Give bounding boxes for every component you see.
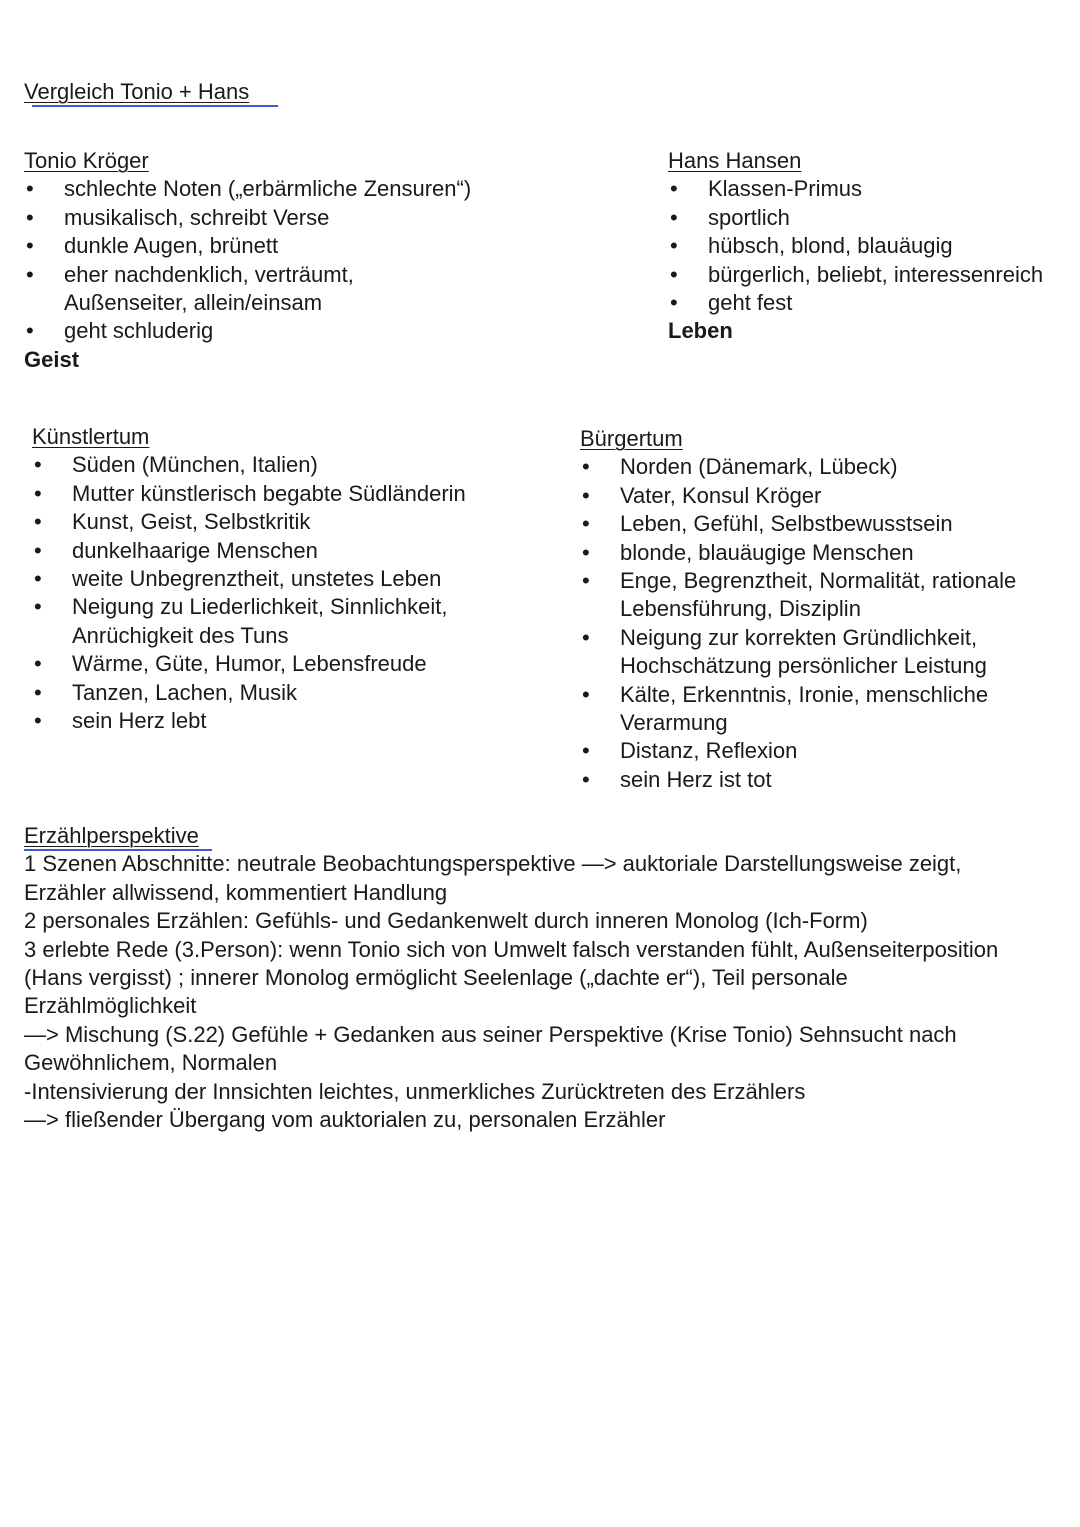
kuenstlertum-list bbox=[32, 451, 542, 735]
erzaehl-line: 1 Szenen Abschnitte: neutrale Beobachtungsperspektive —> auktoriale Darstellungsweise zeigt, Erzähler allwissend, kommentiert Handlung bbox=[24, 851, 962, 905]
hans-summary: Leben bbox=[668, 318, 733, 344]
hans-column bbox=[668, 147, 1080, 346]
tonio-heading: Tonio Kröger bbox=[24, 148, 149, 173]
buergertum-heading: Bürgertum bbox=[580, 426, 683, 451]
list-item: • sportlich bbox=[668, 204, 1080, 232]
heading-highlight bbox=[24, 849, 212, 851]
erzaehlperspektive-section bbox=[24, 822, 1044, 1134]
list-item: • Mutter künstlerisch begabte Südländerin bbox=[32, 480, 542, 508]
list-item: • Kunst, Geist, Selbstkritik bbox=[32, 508, 542, 536]
list-item: • Norden (Dänemark, Lübeck) bbox=[580, 453, 1060, 481]
kuenstlertum-heading: Künstlertum bbox=[32, 424, 150, 449]
list-item: • Klassen-Primus bbox=[668, 175, 1080, 203]
erzaehl-line: —> Mischung (S.22) Gefühle + Gedanken aus seiner Perspektive (Krise Tonio) Sehnsucht nach Gewöhnlichem, Normalen bbox=[24, 1021, 957, 1076]
buergertum-column bbox=[580, 425, 1060, 794]
list-item: • Vater, Konsul Kröger bbox=[580, 482, 1060, 510]
hans-list bbox=[668, 175, 1080, 317]
list-item: • Tanzen, Lachen, Musik bbox=[32, 679, 542, 707]
erzaehlperspektive-heading bbox=[24, 822, 199, 850]
erzaehl-line: -Intensivierung der Innsichten leichtes, unmerkliches Zurücktreten des Erzählers bbox=[24, 1078, 806, 1104]
list-item: • Enge, Begrenztheit, Normalität, rationale Lebensführung, Disziplin bbox=[580, 567, 1080, 624]
list-item: • Distanz, Reflexion bbox=[580, 737, 1060, 765]
erzaehl-line: 3 erlebte Rede (3.Person): wenn Tonio sich von Umwelt falsch verstanden fühlt, Außenseiterposition (Hans vergisst) ; innerer Monolog ermöglicht Seelenlage („dachte er“), Teil personale Erzählmöglichkeit bbox=[24, 936, 999, 1019]
list-item: • sein Herz ist tot bbox=[580, 766, 1060, 794]
list-item: • Leben, Gefühl, Selbstbewusstsein bbox=[580, 510, 1060, 538]
page-title-block bbox=[24, 78, 249, 106]
buergertum-list bbox=[580, 453, 1060, 794]
title-highlight bbox=[32, 105, 278, 107]
list-item: • weite Unbegrenztheit, unstetes Leben bbox=[32, 565, 542, 593]
list-item: • Wärme, Güte, Humor, Lebensfreude bbox=[32, 650, 542, 678]
list-item: • Süden (München, Italien) bbox=[32, 451, 542, 479]
erzaehlperspektive-heading-text: Erzählperspektive bbox=[24, 823, 199, 848]
list-item: • blonde, blauäugige Menschen bbox=[580, 539, 1060, 567]
hans-heading: Hans Hansen bbox=[668, 148, 802, 173]
page-title: Vergleich Tonio + Hans bbox=[24, 79, 250, 104]
list-item: • sein Herz lebt bbox=[32, 707, 542, 735]
erzaehl-line: —> fließender Übergang vom auktorialen zu, personalen Erzähler bbox=[24, 1107, 666, 1133]
list-item: • bürgerlich, beliebt, interessenreich bbox=[668, 261, 1080, 289]
kuenstlertum-column bbox=[32, 423, 542, 735]
list-item: • eher nachdenklich, verträumt, Außenseiter, allein/einsam bbox=[24, 261, 384, 318]
list-item: • hübsch, blond, blauäugig bbox=[668, 232, 1080, 260]
list-item: • Neigung zur korrekten Gründlichkeit, Hochschätzung persönlicher Leistung bbox=[580, 624, 1070, 681]
list-item: • dunkle Augen, brünett bbox=[24, 232, 544, 260]
erzaehl-line: 2 personales Erzählen: Gefühls- und Gedankenwelt durch inneren Monolog (Ich-Form) bbox=[24, 908, 868, 934]
list-item: • musikalisch, schreibt Verse bbox=[24, 204, 544, 232]
list-item: • geht fest bbox=[668, 289, 1080, 317]
tonio-list bbox=[24, 175, 544, 345]
list-item: • schlechte Noten („erbärmliche Zensuren“) bbox=[24, 175, 544, 203]
list-item: • dunkelhaarige Menschen bbox=[32, 537, 542, 565]
list-item: • geht schluderig bbox=[24, 317, 544, 345]
list-item: • Neigung zu Liederlichkeit, Sinnlichkeit, Anrüchigkeit des Tuns bbox=[32, 593, 522, 650]
tonio-column bbox=[24, 147, 544, 374]
tonio-summary: Geist bbox=[24, 346, 80, 372]
list-item: • Kälte, Erkenntnis, Ironie, menschliche Verarmung bbox=[580, 681, 1060, 738]
